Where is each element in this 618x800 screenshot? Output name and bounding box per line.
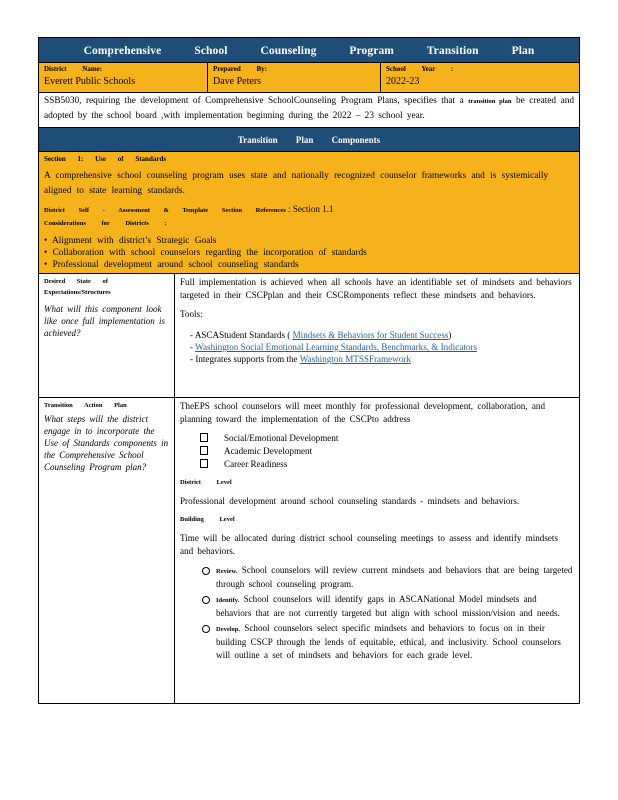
school-year-value: 2022-23 xyxy=(386,76,420,87)
intro-text-small: transition plan xyxy=(468,98,512,105)
action-plan-label-cell xyxy=(39,398,175,703)
section-heading: Section 1: Use of Standards xyxy=(44,155,167,163)
desired-state-body: Full implementation is achieved when all schools have an identifiable set of mindsets and behaviors targeted in their CSCPplan and their CSCRomponents reflect these mindsets and behaviors. xyxy=(180,277,572,300)
list-item xyxy=(202,593,574,620)
prepared-by-value: Dave Peters xyxy=(213,76,262,87)
step-text: School counselors will review current mindsets and behaviors that are being targeted through school counseling program. xyxy=(216,565,573,589)
district-value: Everett Public Schools xyxy=(44,76,136,87)
checkbox-icon xyxy=(200,433,208,442)
list-item xyxy=(202,622,574,662)
components-title: Transition Plan Components xyxy=(237,135,381,145)
list-item xyxy=(200,445,574,458)
bullet-circle-icon xyxy=(202,596,210,604)
checklist-label: Career Readiness xyxy=(224,459,288,469)
sel-standards-link[interactable]: Washington Social Emotional Learning Standards, Benchmarks, & Indicators xyxy=(195,342,478,352)
document-title xyxy=(38,37,580,63)
mtss-framework-link[interactable]: Washington MTSSFramework xyxy=(299,354,411,364)
action-plan-label: Transition Action Plan xyxy=(44,402,127,409)
meta-row xyxy=(38,63,580,93)
building-level-text: Time will be allocated during district school counseling meetings to assess and identify mindsets and behaviors. xyxy=(180,533,558,556)
bullet-circle-icon xyxy=(202,567,210,575)
school-year-cell xyxy=(381,63,579,92)
action-plan-row xyxy=(38,398,580,704)
checkbox-icon xyxy=(200,459,208,468)
step-label: Review. xyxy=(216,568,238,575)
document-title-text: Comprehensive School Counseling Program Transition Plan xyxy=(83,45,535,57)
checklist-label: Social/Emotional Development xyxy=(224,433,339,443)
section-description: A comprehensive school counseling program uses state and nationally recognized counselor frameworks and is systemically aligned to state learning standards. xyxy=(44,171,549,196)
section-1 xyxy=(38,152,580,274)
intro-text-a: SSB5030, requiring the development of Comprehensive SchoolCounseling Program Plans, specifies that a xyxy=(44,96,464,106)
list-item xyxy=(190,329,574,341)
tool-prefix: Integrates supports from the xyxy=(195,354,298,364)
desired-state-content xyxy=(175,274,579,397)
considerations-label: Considerations for Districts : xyxy=(44,220,167,227)
list-item xyxy=(190,341,574,353)
list-item xyxy=(190,353,574,365)
step-text: School counselors select specific mindsets and behaviors to focus on in their building CSCP through the lends of equitable, ethical, and inclusivity. School counselors will outline a set of mindsets and behaviors for each grade level. xyxy=(216,623,561,660)
step-text: School counselors will identify gaps in ASCANational Model mindsets and behaviors that are not currently targeted but align with school mission/vision and needs. xyxy=(216,594,560,618)
district-cell xyxy=(39,63,208,92)
tool-suffix: ) xyxy=(448,330,452,340)
reference-label: District Self - Assessment & Template Section References xyxy=(44,207,286,214)
transition-plan-document xyxy=(38,37,580,704)
tools-label: Tools: xyxy=(180,309,203,319)
list-item xyxy=(200,458,574,471)
list-item: • Collaboration with school counselors regarding the incorporation of standards xyxy=(44,247,574,259)
action-plan-content xyxy=(175,398,579,703)
prepared-by-cell xyxy=(208,63,381,92)
action-plan-body: TheEPS school counselors will meet monthly for professional development, collaboration, and planning toward the implementation of the CSCPto address xyxy=(180,401,545,424)
considerations-list xyxy=(44,235,574,271)
desired-state-question: What will this component look like once full implementation is achieved? xyxy=(44,304,165,338)
list-item xyxy=(200,432,574,445)
desired-state-row xyxy=(38,274,580,398)
section-reference xyxy=(44,204,574,214)
components-header xyxy=(38,128,580,152)
bullet-circle-icon xyxy=(202,625,210,633)
development-checklist xyxy=(200,432,574,471)
desired-state-label-cell xyxy=(39,274,175,397)
desired-state-label: Desired State of Expectations/Structures xyxy=(44,278,111,296)
step-label: Develop. xyxy=(216,626,241,633)
list-item xyxy=(202,564,574,591)
intro-text-b: be created and adopted by the school board ,with implementation beginning during the 2022 – 23 school year. xyxy=(44,96,574,121)
mindsets-behaviors-link[interactable]: Mindsets & Behaviors for Student Success xyxy=(292,330,449,340)
district-level-text: Professional development around school counseling standards - mindsets and behaviors. xyxy=(180,496,520,506)
tool-prefix: ASCAStudent Standards ( xyxy=(194,330,291,340)
district-level-label: District Level xyxy=(180,479,232,486)
action-plan-question: What steps will the district engage in to incorporate the Use of Standards components in the Comprehensive School Counseling Program plan? xyxy=(44,414,169,472)
prepared-by-label: Prepared By: xyxy=(213,65,267,73)
reference-value: : Section 1.1 xyxy=(288,204,334,214)
list-item: • Alignment with district’s Strategic Goals xyxy=(44,235,574,247)
school-year-label: School Year : xyxy=(386,65,454,73)
intro-paragraph xyxy=(38,93,580,128)
tools-list xyxy=(180,329,574,365)
building-level-label: Building Level xyxy=(180,516,235,523)
district-label: District Name: xyxy=(44,65,103,73)
checklist-label: Academic Development xyxy=(224,446,313,456)
list-item: • Professional development around school counseling standards xyxy=(44,259,574,271)
step-label: Identify. xyxy=(216,597,240,604)
building-steps-list xyxy=(202,564,574,662)
checkbox-icon xyxy=(200,446,208,455)
